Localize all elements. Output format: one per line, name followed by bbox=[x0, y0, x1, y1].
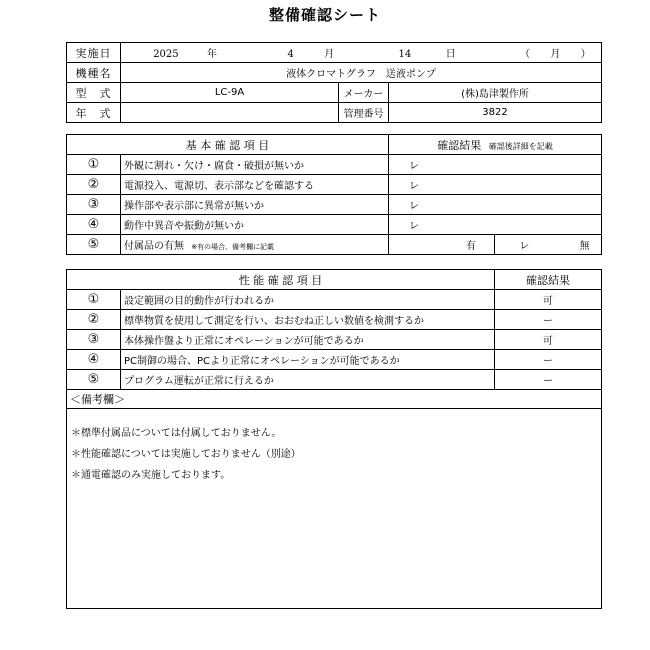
year-model-label: 年 式 bbox=[67, 103, 121, 123]
accessory-note: ※有の場合、備考欄に記載 bbox=[191, 243, 275, 251]
type-value: LC-9A bbox=[121, 83, 339, 103]
table-row bbox=[67, 195, 602, 215]
mgmt-label: 管理番号 bbox=[339, 103, 389, 123]
weekday-close: ） bbox=[580, 49, 591, 60]
date-day-unit: 日 bbox=[445, 49, 456, 60]
basic-check-table bbox=[66, 134, 602, 255]
row-text bbox=[121, 235, 389, 255]
row-number: ④ bbox=[67, 350, 121, 370]
row-text: 操作部や表示部に異常が無いか bbox=[121, 195, 389, 215]
performance-result-header: 確認結果 bbox=[495, 270, 602, 290]
date-value bbox=[121, 43, 602, 63]
row-result: 可 bbox=[495, 330, 602, 350]
table-row bbox=[67, 350, 602, 370]
info-table bbox=[66, 42, 602, 123]
basic-result-note: 確認後詳細を記載 bbox=[488, 141, 553, 151]
row-result: 可 bbox=[495, 290, 602, 310]
row-number: ⑤ bbox=[67, 235, 121, 255]
mgmt-value: 3822 bbox=[389, 103, 602, 123]
date-day: 14 bbox=[398, 49, 412, 60]
weekday: 月 bbox=[550, 49, 561, 60]
row-result: レ bbox=[389, 195, 602, 215]
row-text: プログラム運転が正常に行えるか bbox=[121, 370, 495, 390]
performance-header: 性 能 確 認 項 目 bbox=[67, 270, 495, 290]
model-name-value: 液体クロマトグラフ 送液ポンプ bbox=[121, 63, 602, 83]
table-row bbox=[67, 330, 602, 350]
row-result: ー bbox=[495, 350, 602, 370]
table-row bbox=[67, 370, 602, 390]
date-month-unit: 月 bbox=[324, 49, 335, 60]
row-text: 電源投入、電源切、表示部などを確認する bbox=[121, 175, 389, 195]
row-number: ④ bbox=[67, 215, 121, 235]
basic-header: 基 本 確 認 項 目 bbox=[67, 135, 389, 155]
remarks-line: ＊標準付属品については付属しておりません。 bbox=[71, 428, 282, 439]
accessory-label: 付属品の有無 bbox=[124, 241, 184, 252]
maker-label: メーカー bbox=[339, 83, 389, 103]
row-result: ー bbox=[495, 370, 602, 390]
accessory-yes: 有 bbox=[389, 235, 495, 255]
date-year: 2025 bbox=[153, 49, 179, 60]
remarks-line: ＊性能確認については実施しておりません（別途） bbox=[71, 449, 301, 460]
row-text: 動作中異音や振動が無いか bbox=[121, 215, 389, 235]
maker-value: (株)島津製作所 bbox=[389, 83, 602, 103]
row-number: ② bbox=[67, 175, 121, 195]
row-text: 外観に割れ・欠け・腐食・破損が無いか bbox=[121, 155, 389, 175]
row-number: ⑤ bbox=[67, 370, 121, 390]
date-label: 実施日 bbox=[67, 43, 121, 63]
row-result: レ bbox=[389, 215, 602, 235]
row-number: ① bbox=[67, 155, 121, 175]
table-row bbox=[67, 215, 602, 235]
row-text: 標準物質を使用して測定を行い、おおむね正しい数値を検測するか bbox=[121, 310, 495, 330]
date-year-unit: 年 bbox=[207, 49, 218, 60]
table-row bbox=[67, 235, 602, 255]
row-text: PC制御の場合、PCより正常にオペレーションが可能であるか bbox=[121, 350, 495, 370]
remarks-body bbox=[67, 409, 602, 609]
table-row bbox=[67, 155, 602, 175]
row-number: ① bbox=[67, 290, 121, 310]
type-label: 型 式 bbox=[67, 83, 121, 103]
basic-result-title: 確認結果 bbox=[437, 138, 482, 152]
row-text: 設定範囲の目的動作が行われるか bbox=[121, 290, 495, 310]
table-row bbox=[67, 175, 602, 195]
year-model-value bbox=[121, 103, 339, 123]
remarks-line: ＊通電確認のみ実施しております。 bbox=[71, 470, 231, 481]
performance-check-table bbox=[66, 269, 602, 609]
row-result: レ bbox=[389, 155, 602, 175]
row-number: ③ bbox=[67, 330, 121, 350]
page-title: 整備確認シート bbox=[268, 6, 381, 24]
row-number: ② bbox=[67, 310, 121, 330]
row-result: レ bbox=[389, 175, 602, 195]
accessory-no: 無 bbox=[579, 241, 590, 252]
accessory-check: レ bbox=[519, 241, 530, 252]
row-text: 本体操作盤より正常にオペレーションが可能であるか bbox=[121, 330, 495, 350]
accessory-result bbox=[495, 235, 602, 255]
table-row bbox=[67, 310, 602, 330]
date-month: 4 bbox=[287, 49, 294, 60]
model-name-label: 機種名 bbox=[67, 63, 121, 83]
remarks-header: ＜備考欄＞ bbox=[67, 390, 602, 409]
row-result: ー bbox=[495, 310, 602, 330]
row-number: ③ bbox=[67, 195, 121, 215]
basic-result-header bbox=[389, 135, 602, 155]
table-row bbox=[67, 290, 602, 310]
weekday-open: （ bbox=[520, 49, 530, 60]
